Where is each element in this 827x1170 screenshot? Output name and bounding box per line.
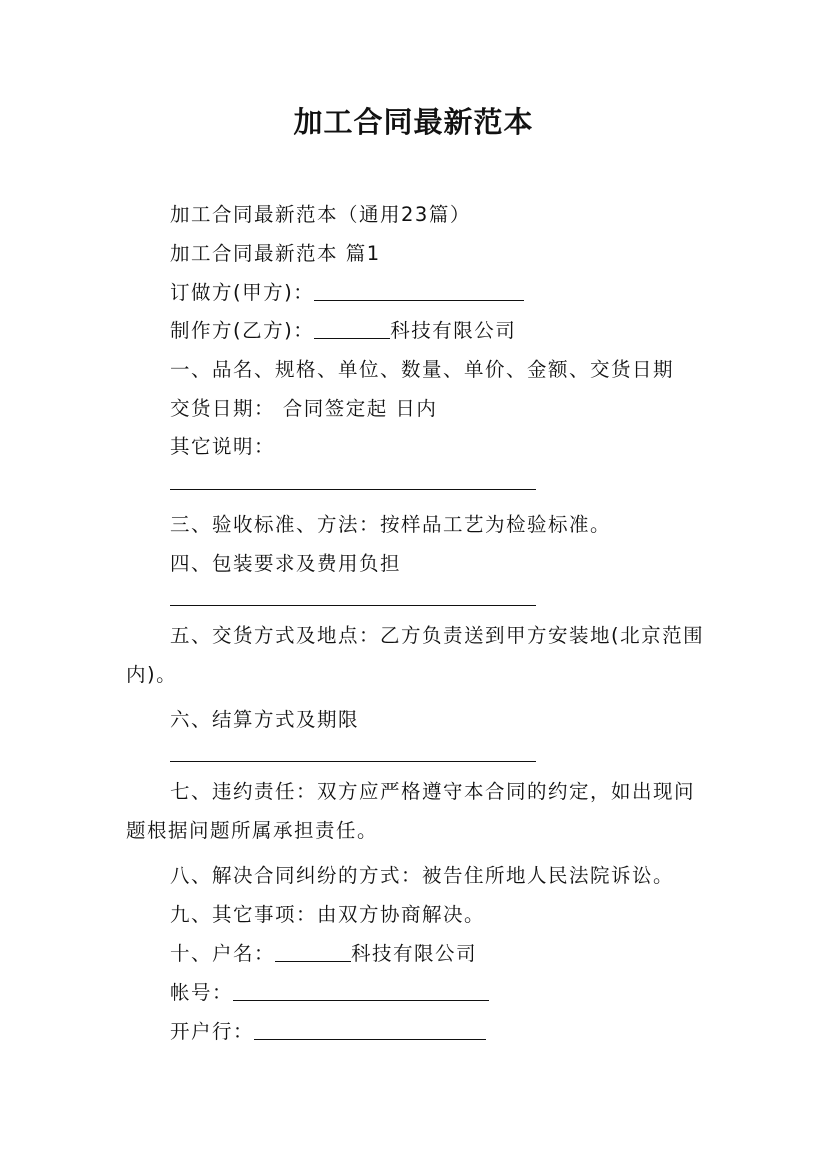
account-number-blank — [233, 980, 489, 1001]
account-name-label: 十、户名： — [170, 942, 276, 965]
document-title: 加工合同最新范本 — [293, 105, 534, 139]
doc-line-account-number — [170, 977, 489, 1005]
doc-line-clause-1: 一、品名、规格、单位、数量、单价、金额、交货日期 — [170, 358, 675, 381]
party-b-label: 制作方(乙方)： — [170, 319, 315, 342]
bank-blank — [254, 1019, 486, 1040]
doc-line-clause-4: 四、包装要求及费用负担 — [170, 552, 402, 575]
doc-line-clause-5: 五、交货方式及地点：乙方负责送到甲方安装地(北京范围内)。 — [126, 624, 705, 686]
account-name-suffix: 科技有限公司 — [351, 942, 478, 965]
bank-label: 开户行： — [170, 1020, 255, 1043]
blank-rule-packaging — [170, 605, 536, 606]
party-a-label: 订做方(甲方)： — [170, 281, 315, 304]
account-name-blank — [275, 941, 351, 962]
doc-line-clause-8: 八、解决合同纠纷的方式：被告住所地人民法院诉讼。 — [170, 864, 675, 887]
doc-line-clause-7: 七、违约责任：双方应严格遵守本合同的约定，如出现问题根据问题所属承担责任。 — [126, 780, 696, 842]
blank-rule-settlement — [170, 761, 536, 762]
doc-line-party-b — [170, 315, 516, 343]
party-b-blank — [314, 318, 390, 339]
account-number-label: 帐号： — [170, 981, 234, 1004]
blank-rule-notes — [170, 489, 536, 490]
party-b-suffix: 科技有限公司 — [390, 319, 517, 342]
doc-line-subtitle: 加工合同最新范本（通用23篇） — [170, 203, 471, 226]
doc-line-party-a — [170, 277, 524, 305]
doc-line-bank — [170, 1016, 486, 1044]
doc-line-account-name — [170, 938, 477, 966]
doc-line-clause-3: 三、验收标准、方法：按样品工艺为检验标准。 — [170, 513, 612, 536]
party-a-blank — [314, 280, 524, 301]
doc-line-clause-9: 九、其它事项：由双方协商解决。 — [170, 903, 486, 926]
doc-line-section-heading: 加工合同最新范本 篇1 — [170, 242, 381, 265]
doc-line-delivery-date: 交货日期： 合同签定起 日内 — [170, 397, 438, 420]
doc-line-other-notes: 其它说明： — [170, 435, 276, 458]
doc-line-clause-6: 六、结算方式及期限 — [170, 708, 360, 731]
